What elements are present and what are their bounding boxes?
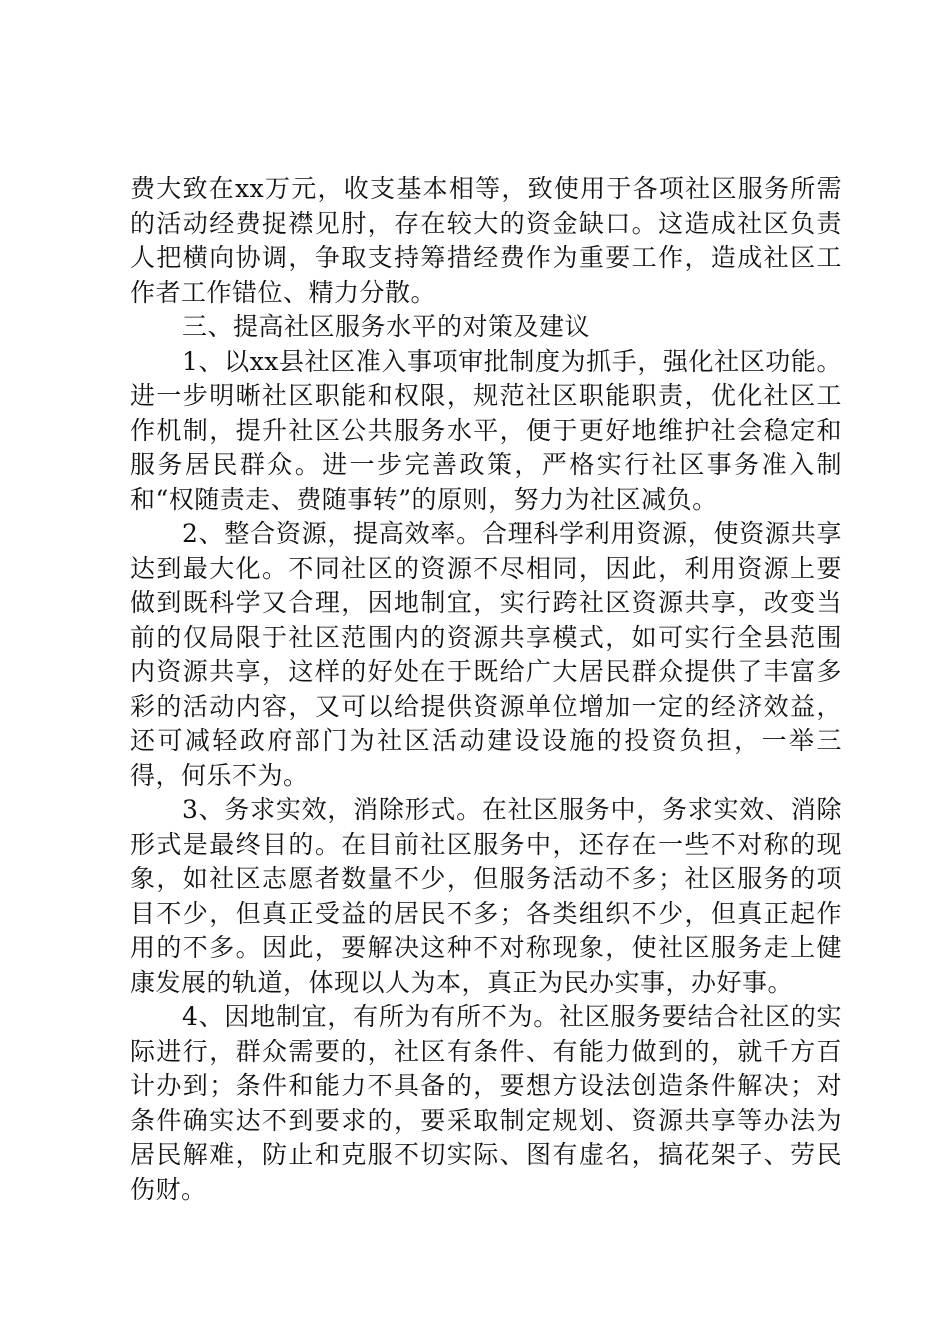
paragraph-funding-gap: 费大致在xx万元，收支基本相等，致使用于各项社区服务所需的活动经费捉襟见肘，存在较大的资金缺口。这造成社区负责人把横向协调，争取支持筹措经费作为重要工作，造成社区工作者工作错位、精力分散。 [130,174,842,307]
paragraph-item-1: 1、以xx县社区准入事项审批制度为抓手，强化社区功能。进一步明晰社区职能和权限，规范社区职能职责，优化社区工作机制，提升社区公共服务水平，便于更好地维护社会稳定和服务居民群众。进一步完善政策，严格实行社区事务准入制和“权随责走、费随事转”的原则，努力为社区减负。 [130,346,842,514]
document-body [130,172,842,1207]
paragraph-item-4: 4、因地制宜，有所为有所不为。社区服务要结合社区的实际进行，群众需要的，社区有条件、有能力做到的，就千方百计办到；条件和能力不具备的，要想方设法创造条件解决；对条件确实达不到要求的，要采取制定规划、资源共享等办法为居民解难，防止和克服不切实际、图有虚名，搞花架子、劳民伤财。 [130,1002,842,1204]
paragraph-item-3: 3、务求实效，消除形式。在社区服务中，务求实效、消除形式是最终目的。在目前社区服务中，还存在一些不对称的现象，如社区志愿者数量不少，但服务活动不多；社区服务的项目不少，但真正受益的居民不多；各类组织不少，但真正起作用的不多。因此，要解决这种不对称现象，使社区服务走上健康发展的轨道，体现以人为本，真正为民办实事，办好事。 [130,795,842,997]
section-heading-countermeasures: 三、提高社区服务水平的对策及建议 [182,312,591,341]
paragraph-item-2: 2、整合资源，提高效率。合理科学利用资源，使资源共享达到最大化。不同社区的资源不尽相同，因此，利用资源上要做到既科学又合理，因地制宜，实行跨社区资源共享，改变当前的仅局限于社区范围内的资源共享模式，如可实行全县范围内资源共享，这样的好处在于既给广大居民群众提供了丰富多彩的活动内容，又可以给提供资源单位增加一定的经济效益，还可减轻政府部门为社区活动建设设施的投资负担，一举三得，何乐不为。 [130,519,842,790]
